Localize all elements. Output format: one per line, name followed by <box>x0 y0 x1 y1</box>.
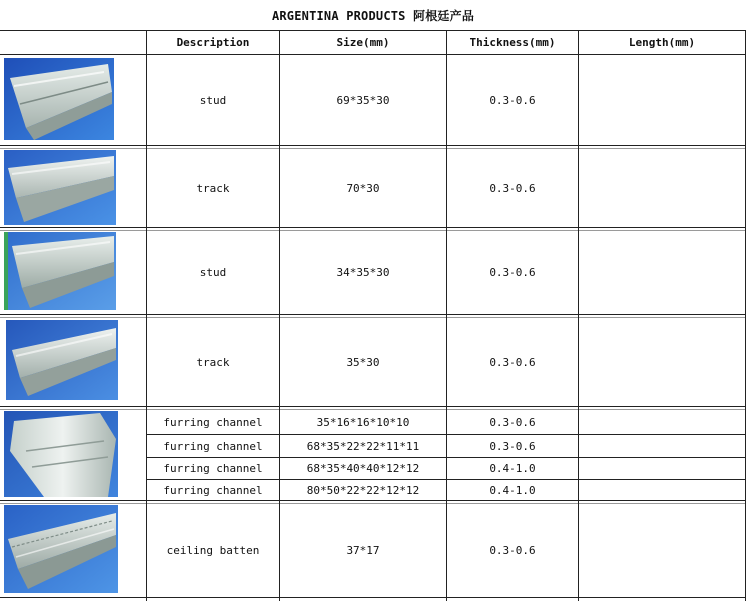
header-length: Length(mm) <box>628 36 696 49</box>
cell-description: furring channel <box>163 415 263 429</box>
grid-line <box>0 227 746 228</box>
header-size: Size(mm) <box>336 36 390 49</box>
cell-description: furring channel <box>163 483 263 497</box>
cell-size: 34*35*30 <box>336 266 390 279</box>
sheet-title: ARGENTINA PRODUCTS 阿根廷产品 <box>271 8 475 23</box>
steel-track-profile-photo <box>6 320 118 400</box>
cell-length <box>579 55 745 145</box>
steel-stud-profile-photo <box>4 232 116 310</box>
cell-size: 68*35*40*40*12*12 <box>306 462 420 475</box>
cell-description: furring channel <box>163 462 263 475</box>
cell-thickness: 0.3-0.6 <box>489 544 536 557</box>
cell-length <box>579 410 745 434</box>
cell-description: ceiling batten <box>166 544 260 557</box>
cell-thickness: 0.3-0.6 <box>489 93 536 107</box>
cell-length <box>579 435 745 457</box>
cell-thickness: 0.4-1.0 <box>489 483 536 497</box>
cell-length <box>579 458 745 479</box>
steel-track-profile-photo <box>4 150 116 225</box>
cell-description: stud <box>199 266 227 279</box>
cell-length <box>579 149 745 227</box>
cell-size: 70*30 <box>346 181 380 195</box>
cell-description: furring channel <box>163 439 263 453</box>
cell-thickness: 0.3-0.6 <box>489 355 536 369</box>
grid-line <box>0 314 746 315</box>
cell-thickness: 0.4-1.0 <box>489 462 536 475</box>
grid-line <box>0 145 746 146</box>
cell-length <box>579 318 745 406</box>
cell-size: 35*16*16*10*10 <box>316 415 410 429</box>
furring-channel-profile-photo <box>4 411 118 497</box>
grid-line <box>0 500 746 501</box>
cell-size: 68*35*22*22*11*11 <box>306 439 420 453</box>
header-thickness: Thickness(mm) <box>469 36 556 49</box>
cell-description: track <box>196 181 230 195</box>
cell-size: 37*17 <box>346 544 380 557</box>
cell-thickness: 0.3-0.6 <box>489 439 536 453</box>
cell-description: track <box>196 355 230 369</box>
grid-line <box>0 597 746 598</box>
grid-line <box>745 30 746 601</box>
cell-length <box>579 504 745 597</box>
cell-thickness: 0.3-0.6 <box>489 181 536 195</box>
grid-line <box>0 406 746 407</box>
cell-length <box>579 231 745 314</box>
cell-thickness: 0.3-0.6 <box>489 266 536 279</box>
cell-size: 69*35*30 <box>336 93 390 107</box>
ceiling-batten-profile-photo <box>4 505 118 593</box>
cell-description: stud <box>199 93 227 107</box>
header-description: Description <box>176 36 250 49</box>
cell-thickness: 0.3-0.6 <box>489 415 536 429</box>
cell-size: 35*30 <box>346 355 380 369</box>
steel-stud-profile-photo <box>4 58 114 140</box>
cell-length <box>579 480 745 500</box>
cell-size: 80*50*22*22*12*12 <box>306 483 420 497</box>
